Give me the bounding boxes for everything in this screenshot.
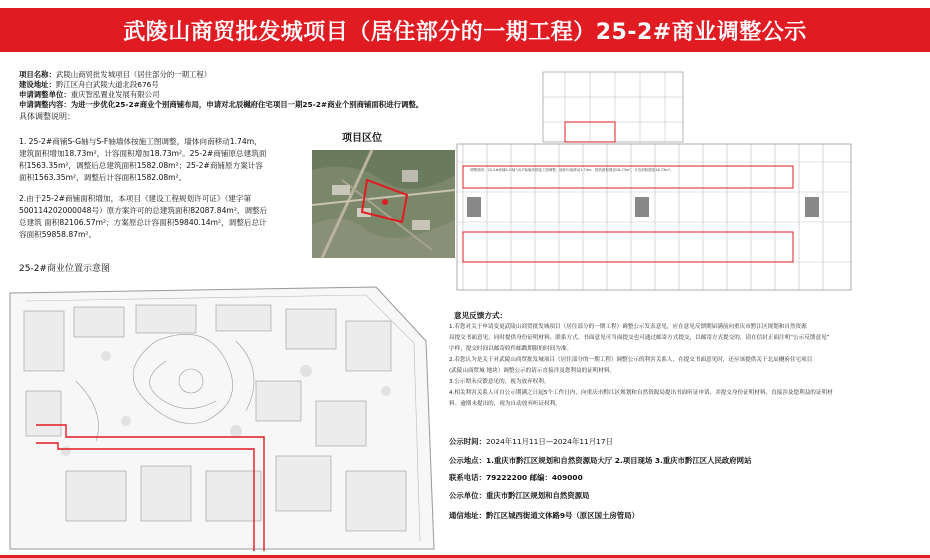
- aerial-location-image: [312, 150, 455, 258]
- detail-2-line: 500114202000048号）原方案许可的总建筑面积82087.84m²，调整后: [19, 206, 268, 215]
- detail-1-line: 1. 25-2#商铺S-G轴与S-F轴墙体按施工图调整，墙体向南移动1.74m，: [19, 137, 262, 146]
- detail-1-line: 建筑面积增加18.73m²，计容面积增加18.73m²。25-2#商铺原总建筑面: [19, 149, 267, 158]
- publication-time-label: 公示时间：: [449, 437, 486, 446]
- address-value: 黔江区舟白武陵大道北段676号: [55, 80, 159, 89]
- detail-2-line: 容面积59858.87m²。: [19, 230, 97, 239]
- publication-unit-value: 重庆市黔江区规划和自然资源局: [485, 491, 590, 500]
- project-name-label: 项目名称：: [19, 70, 56, 79]
- detail-item-2: [19, 193, 319, 241]
- publication-time-value: 2024年11月11日—2024年11月17日: [485, 437, 613, 446]
- details-title: 具体调整说明：: [19, 112, 75, 121]
- content-value: 为进一步优化25-2#商业个别商铺布局，申请对北辰樾府住宅项目一期25-2#商业个别商铺面积进行调整。: [70, 100, 424, 109]
- top-border: [0, 0, 930, 5]
- mailing-address-label: 通信地址：: [449, 511, 486, 520]
- detail-1-line: 面积1563.35m²，调整后计容面积1582.08m²。: [19, 173, 187, 182]
- content-label: 申请调整内容：: [19, 100, 71, 109]
- mailing-address-value: 黔江区城西街道文体路9号（原区国土房管局）: [485, 511, 639, 520]
- applicant-row: [19, 90, 459, 100]
- detail-1-line: 积1563.35m²，调整后总建筑面积1582.08m²；25-2#商铺原方案计容: [19, 161, 263, 170]
- mailing-address: [449, 510, 639, 521]
- feedback-line: 4.相关利害关系人可自公示期满之日起5个工作日内，向重庆市黔江区规划和自然资源局提出书面听证申请，并提交身份证明材料、直接涉及您利益的证明材: [449, 390, 833, 396]
- project-info: [19, 70, 459, 122]
- feedback-line: 料。逾期未提出的，视为自动放弃听证权利。: [449, 401, 561, 407]
- publication-place: [449, 455, 751, 466]
- feedback-line: 字样，提交时间以邮寄收件邮戳期限的时间为准。: [449, 346, 573, 352]
- floorplan-drawing: [455, 62, 853, 292]
- detail-2-line: 2.由于25-2#商铺面积增加，本项目《建设工程规划许可证》（建字第: [19, 194, 252, 203]
- project-name-row: [19, 70, 459, 80]
- feedback-line: 1.若您对关于申请变更武陵山商贸批发城项目（居住部分的一期工程）调整公示发表意见，应在意见反馈期届满前向重庆市黔江区规划和自然资源: [449, 324, 807, 330]
- feedback-title: 意见反馈方式：: [454, 311, 508, 320]
- site-plan-drawing: [6, 281, 439, 551]
- floorplan-note-mid: 调整说明：25-2#商铺S-G轴与S-F轴墙体按施工图调整，墙体向南移动1.74m，建筑面积增加18.73m²，计容面积增加18.73m²。: [470, 168, 674, 172]
- content-row: [19, 100, 459, 110]
- applicant-label: 申请调整单位：: [19, 90, 71, 99]
- applicant-value: 重庆智泓置业发展有限公司: [70, 90, 160, 99]
- site-plan-caption: 25-2#商业位置示意图: [19, 264, 110, 274]
- page-title: 武陵山商贸批发城项目（居住部分的一期工程）25-2#商业调整公示: [123, 19, 807, 45]
- feedback-section: [449, 310, 919, 409]
- feedback-line: 局提交书面意见，同时提供身份证明材料、联系方式。书面意见可当面提交也可通过邮寄方式提交，以邮寄方式提交的，请在信封正面注明“公示反馈意见”: [449, 335, 830, 341]
- address-label: 建设地址：: [19, 80, 56, 89]
- contact-phone-value: 79222200 邮编：409000: [485, 473, 583, 482]
- publication-time: [449, 436, 613, 447]
- location-title: 项目区位: [342, 133, 382, 144]
- publication-place-label: 公示地点：: [449, 456, 486, 465]
- feedback-line: 3.公示期未反馈意见的，视为放弃权利。: [449, 379, 550, 385]
- detail-item-1: [19, 136, 319, 184]
- detail-2-line: 总建筑 面积82106.57m²；方案原总计容面积59840.14m²，调整后总计: [19, 218, 267, 227]
- address-row: [19, 80, 459, 90]
- contact-phone: [449, 472, 583, 483]
- contact-phone-label: 联系电话：: [449, 473, 486, 482]
- publication-unit-label: 公示单位：: [449, 491, 486, 500]
- feedback-line: 2.若您认为是关于对武陵山商贸批发城项目（居住部分的一期工程）调整公示的利害关系人，在提交书面意见时，还应该提供关于北辰樾府住宅项目: [449, 357, 813, 363]
- title-banner: [0, 8, 930, 52]
- publication-place-value: 1.重庆市黔江区规划和自然资源局大厅 2.项目现场 3.重庆市黔江区人民政府网站: [485, 456, 752, 465]
- feedback-line: (武陵山商贸城 地块）调整公示的请示直接涉及您利益的证明材料。: [449, 368, 616, 374]
- publication-unit: [449, 490, 589, 501]
- project-name-value: 武陵山商贸批发城项目（居住部分的一期工程）: [55, 70, 212, 79]
